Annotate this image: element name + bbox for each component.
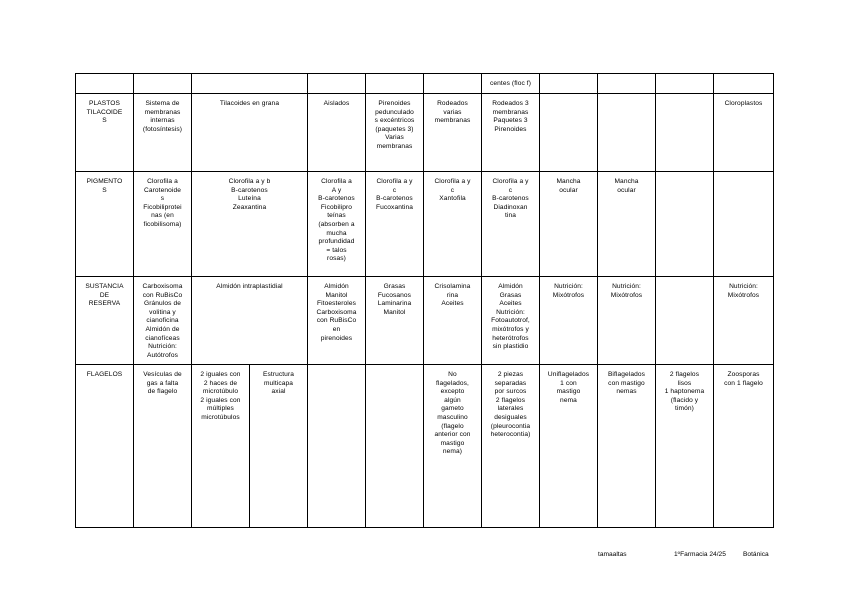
- table-cell: Zoosporas con 1 flagelo: [714, 365, 774, 528]
- table-row: [76, 172, 774, 277]
- table-cell: Almidón Manitol Fitoesteroles Carboxisoma con RuBisCo en pirenoides: [308, 277, 366, 365]
- table-cell: Rodeados varias membranas: [424, 94, 482, 172]
- table-cell: [714, 172, 774, 277]
- table-cell: Nutrición: Mixótrofos: [714, 277, 774, 365]
- table-cell: Nutrición: Mixótrofos: [598, 277, 656, 365]
- table-cell: Pirenoides pedunculado s excéntricos (paquetes 3) Varias membranas: [366, 94, 424, 172]
- table-cell: Rodeados 3 membranas Paquetes 3 Pirenoides: [482, 94, 540, 172]
- table-cell: Clorofila a y c B-carotenos Fucoxantina: [366, 172, 424, 277]
- row-header-plastos: PLASTOS TILACOIDE S: [76, 94, 134, 172]
- table-cell: Tilacoides en grana: [192, 94, 308, 172]
- table-cell: [598, 74, 656, 94]
- table-cell: [656, 94, 714, 172]
- row-header-pigmentos: PIGMENTO S: [76, 172, 134, 277]
- table-cell: [540, 94, 598, 172]
- table-cell: [76, 74, 134, 94]
- table-cell: Grasas Fucosanos Laminarina Manitol: [366, 277, 424, 365]
- table-cell: 2 piezas separadas por surcos 2 flagelos laterales desiguales (pleurocontia heterocontia): [482, 365, 540, 528]
- table-cell: Nutrición: Mixótrofos: [540, 277, 598, 365]
- table-row: [76, 94, 774, 172]
- table-cell: Clorofila a y c Xantofila: [424, 172, 482, 277]
- classification-table: [75, 73, 774, 528]
- table-row: [76, 277, 774, 365]
- row-header-flagelos: FLAGELOS: [76, 365, 134, 528]
- table-cell: No flagelados, excepto algún gameto masculino (flagelo anterior con mastigo nema): [424, 365, 482, 528]
- table-cell: Mancha ocular: [540, 172, 598, 277]
- table-cell: [656, 74, 714, 94]
- table-cell: [308, 74, 366, 94]
- table-cell: [366, 74, 424, 94]
- table-cell: Clorofila a A y B-carotenos Ficobilipro teínas (absorben a mucha profundidad = talos rosas): [308, 172, 366, 277]
- table-row: [76, 365, 774, 528]
- table-cell: Clorofila a y b B-carotenos Luteína Zeaxantina: [192, 172, 308, 277]
- table-cell: Carboxisoma con RuBisCo Gránulos de volitina y cianoficina Almidón de cianofíceas Nutrición: Autótrofos: [134, 277, 192, 365]
- table-cell: 2 flagelos lisos 1 haptonema (flacido y timón): [656, 365, 714, 528]
- table-cell: [308, 365, 366, 528]
- table-cell: Mancha ocular: [598, 172, 656, 277]
- table-cell: [540, 74, 598, 94]
- table-cell: [656, 172, 714, 277]
- table-cell: Uniflagelados 1 con mastigo nema: [540, 365, 598, 528]
- table-cell: Clorofila a Carotenoide s Ficobiliprotei nas (en ficobilisoma): [134, 172, 192, 277]
- footer-subject: Botánica: [743, 551, 769, 558]
- table-cell: [366, 365, 424, 528]
- table-cell: Clorofila a y c B-carotenos Diadinoxan tina: [482, 172, 540, 277]
- table-cell: [656, 277, 714, 365]
- table-cell: Estructura multicapa axial: [250, 365, 308, 528]
- table-cell: [134, 74, 192, 94]
- table-cell: Biflagelados con mastigo nemas: [598, 365, 656, 528]
- table-cell: Sistema de membranas internas (fotosíntesis): [134, 94, 192, 172]
- footer-course: 1ºFarmacia 24/25: [674, 551, 726, 558]
- table-cell: centes (floc f): [482, 74, 540, 94]
- table-cell: [598, 94, 656, 172]
- row-header-sustancia-reserva: SUSTANCIA DE RESERVA: [76, 277, 134, 365]
- table-cell: Almidón Grasas Aceites Nutrición: Fotoautotrof, mixótrofos y heterótrofos sin plastidio: [482, 277, 540, 365]
- table-cell: [714, 74, 774, 94]
- table-cell: Aislados: [308, 94, 366, 172]
- table-cell: Cloroplastos: [714, 94, 774, 172]
- table-cell: Crisolamina rina Aceites: [424, 277, 482, 365]
- table-cell: 2 iguales con 2 haces de microtúbulo 2 iguales con múltiples microtúbulos: [192, 365, 250, 528]
- table-cell: Almidón intraplastidial: [192, 277, 308, 365]
- table-cell: [424, 74, 482, 94]
- footer-author: tamaaltas: [598, 551, 627, 558]
- table-cell: Vesículas de gas a falta de flagelo: [134, 365, 192, 528]
- table-cell: [192, 74, 308, 94]
- table-row: [76, 74, 774, 94]
